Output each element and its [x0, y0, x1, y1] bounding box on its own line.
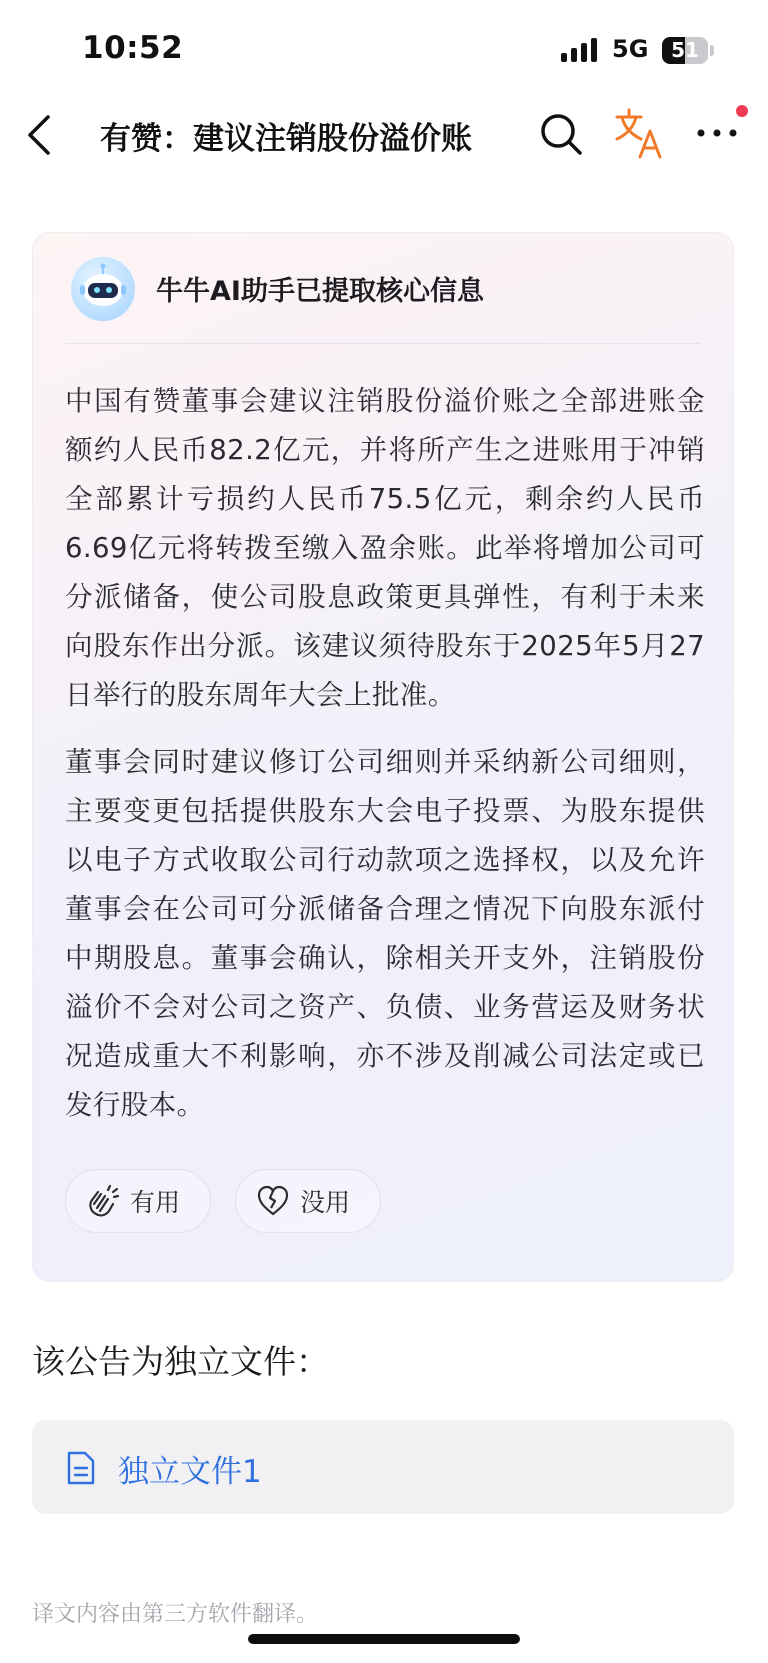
- status-bar: [0, 0, 768, 92]
- ai-summary-text: [65, 377, 705, 1130]
- clapping-hands-icon: [86, 1184, 120, 1218]
- battery-icon: [662, 37, 708, 64]
- translate-icon: [614, 107, 666, 161]
- search-icon: [538, 111, 584, 157]
- ai-assistant-avatar: [71, 257, 135, 321]
- documents-heading: 该公告为独立文件：: [32, 1342, 329, 1381]
- ai-card-title: 牛牛AI助手已提取核心信息: [156, 276, 484, 307]
- useful-button[interactable]: [65, 1169, 211, 1233]
- summary-paragraph: 中国有赞董事会建议注销股份溢价账之全部进账金额约人民币82.2亿元，并将所产生之进账用于冲销全部累计亏损约人民币75.5亿元，剩余约人民币6.69亿元将转拨至缴入盈余账。此举将增加公司可分派储备，使公司股息政策更具弹性，有利于未来向股东作出分派。该建议须待股东于2025年5月27日举行的股东周年大会上批准。: [65, 385, 705, 711]
- translation-note: 译文内容由第三方软件翻译。: [32, 1602, 319, 1627]
- useless-button[interactable]: [235, 1169, 381, 1233]
- document-icon: [66, 1450, 96, 1486]
- nav-bar: [0, 95, 768, 175]
- battery-cap: [710, 45, 714, 56]
- back-button[interactable]: [22, 113, 62, 157]
- useful-label: 有用: [130, 1188, 181, 1217]
- useless-label: 没用: [300, 1188, 351, 1217]
- summary-paragraph: 董事会同时建议修订公司细则并采纳新公司细则，主要变更包括提供股东大会电子投票、为股东提供以电子方式收取公司行动款项之选择权，以及允许董事会在公司可分派储备合理之情况下向股东派付中期股息。董事会确认，除相关开支外，注销股份溢价不会对公司之资产、负债、业务营运及财务状况造成重大不利影响，亦不涉及削减公司法定或已发行股本。: [65, 746, 705, 1121]
- chevron-left-icon: [22, 113, 62, 157]
- more-icon: [694, 113, 740, 153]
- network-type: 5G: [612, 35, 649, 63]
- notification-dot: [736, 105, 748, 117]
- translate-button[interactable]: [614, 107, 666, 161]
- document-label: 独立文件1: [118, 1454, 262, 1490]
- divider: [65, 343, 701, 344]
- page-title: 有赞：建议注销股份溢价账: [100, 121, 472, 157]
- home-indicator[interactable]: [248, 1634, 520, 1644]
- status-time: 10:52: [82, 30, 184, 66]
- broken-heart-icon: [256, 1184, 290, 1218]
- cellular-signal-icon: [561, 38, 597, 62]
- robot-icon: [71, 257, 135, 321]
- battery-level: 51: [671, 38, 699, 62]
- search-button[interactable]: [538, 111, 584, 157]
- more-button[interactable]: [694, 113, 740, 153]
- document-link[interactable]: [32, 1420, 734, 1514]
- ai-summary-card: [32, 232, 734, 1282]
